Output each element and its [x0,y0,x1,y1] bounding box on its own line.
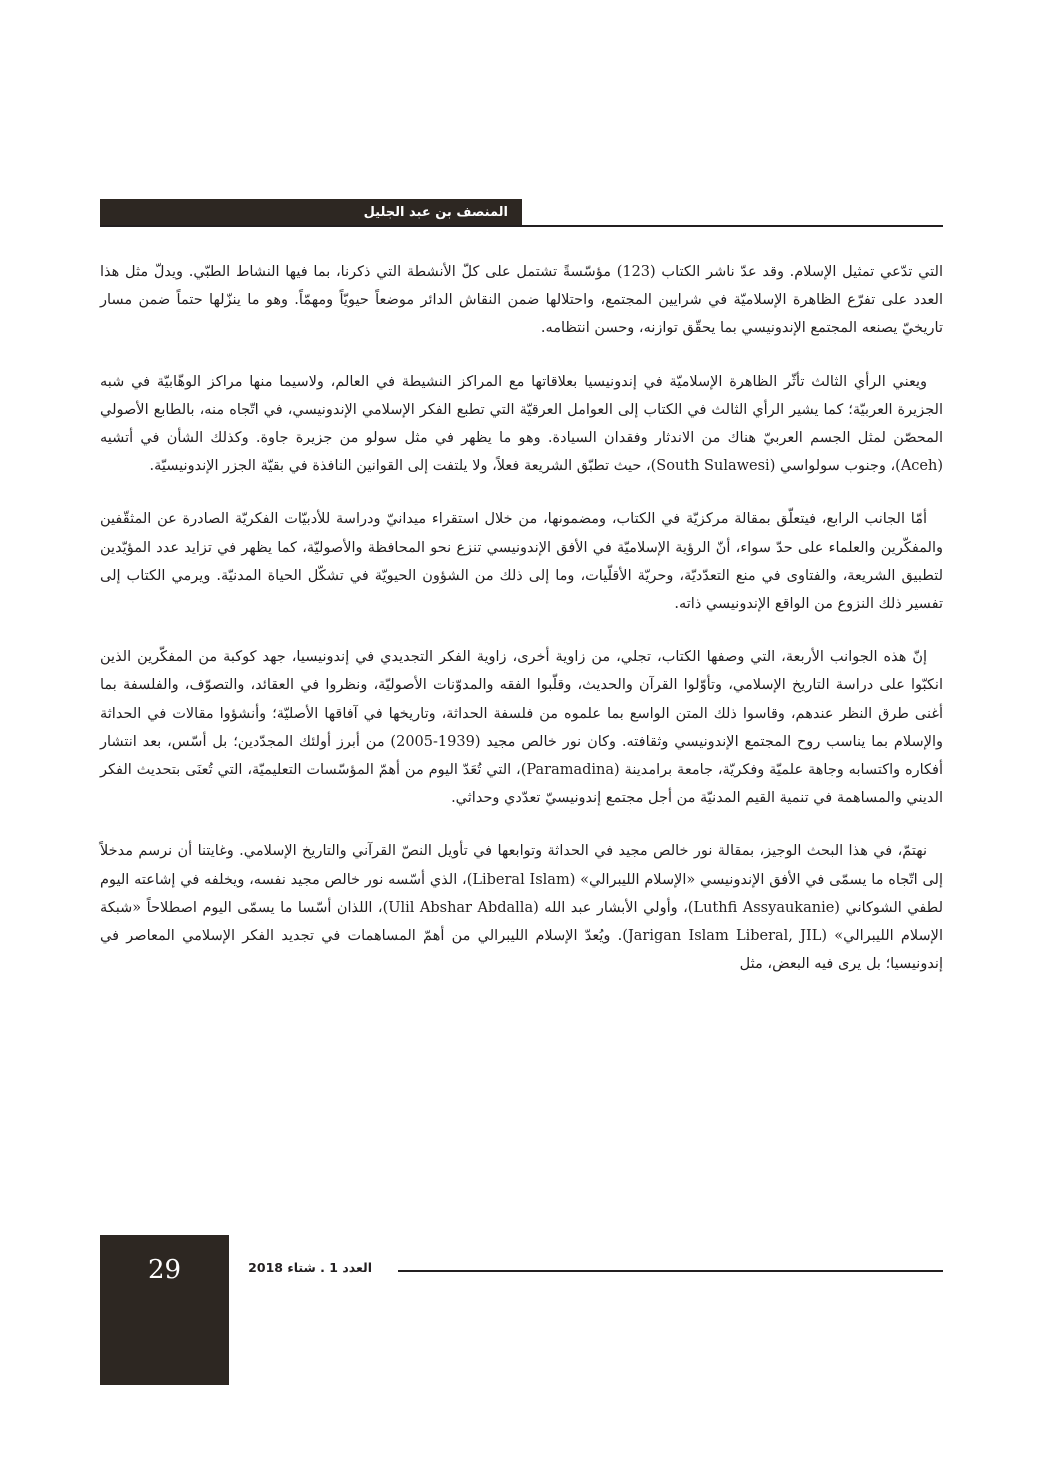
paragraph-2: ويعني الرأي الثالث تأثّر الظاهرة الإسلاميّة في إندونيسيا بعلاقاتها مع المراكز النشيطة في العالم، ولاسيما منها مراكز الوهّابيّة في شبه الجزيرة العربيّة؛ كما يشير الرأي الثالث في الكتاب إلى العوامل العرقيّة التي تطبع الفكر الإسلامي الإندونيسي، في اتّجاه منه، بالطابع الأصولي المحصّن لمثل الجسم العربيّ هناك من الاندثار وفقدان السيادة. وهو ما يظهر في مثل سولو من جزيرة جاوة. وكذلك الشأن في أتشيه (Aceh)، وجنوب سولواسي (South Sulawesi)، حيث تطبّق الشريعة فعلاً، ولا يلتفت إلى القوانين النافذة في بقيّة الجزر الإندونيسيّة. [100,373,943,475]
issue-label: العدد 1 . شتاء 2018 [248,1260,372,1275]
header-author: المنصف بن عبد الجليل [363,205,508,220]
footer-rule [398,1270,943,1272]
header-rule [100,225,943,227]
paragraph-4: إنّ هذه الجوانب الأربعة، التي وصفها الكتاب، تجلي، من زاوية أخرى، زاوية الفكر التجديدي في إندونيسيا، جهد كوكبة من المفكّرين الذين انكبّوا على دراسة التاريخ الإسلامي، وتأوّلوا القرآن والحديث، وقلّبوا الفقه والمدوّنات الأصوليّة، ونظروا في العقائد، والتصوّف، والفلسفة بما أغنى طرق النظر عندهم، وقاسوا ذلك المتن الواسع بما علموه من فلسفة الحداثة، وتاريخها في آفاقها الأصليّة؛ وأنشؤوا مقالات في الحداثة والإسلام بما يناسب روح المجتمع الإندونيسي وثقافته. وكان نور خالص مجيد (1939-2005) من أبرز أولئك المجدّدين؛ بل أسّس، بعد انتشار أفكاره واكتسابه وجاهة علميّة وفكريّة، جامعة برامدينة (Paramadina)، التي تُعَدّ اليوم من أهمّ المؤسّسات التعليميّة، التي تُعنَى بتحديث الفكر الديني والمساهمة في تنمية القيم المدنيّة من أجل مجتمع إندونيسيّ تعدّدي وحداثي. [100,649,943,807]
page-number-box [100,1235,229,1385]
paragraph-1: التي تدّعي تمثيل الإسلام. وقد عدّ ناشر الكتاب (123) مؤسّسةً تشتمل على كلّ الأنشطة التي ذكرنا، بما فيها النشاط الطبّي. ويدلّ مثل هذا العدد على تفرّع الظاهرة الإسلاميّة في شرايين المجتمع، واحتلالها ضمن النقاش الدائر موضعاً حيويّاً ومهمّاً. وهو ما ينزّلها حتماً ضمن مسار تاريخيّ يصنعه المجتمع الإندونيسي بما يحقّق توازنه، وحسن انتظامه. [100,264,944,337]
page-number: 29 [147,1255,182,1285]
article-body [100,258,943,1003]
paragraph-3: أمّا الجانب الرابع، فيتعلّق بمقالة مركزيّة في الكتاب، ومضمونها، من خلال استقراء ميدانيّ ودراسة للأدبيّات الفكريّة الصادرة عن المثقّفين والمفكّرين والعلماء على حدّ سواء، أنّ الرؤية الإسلاميّة في الأفق الإندونيسي تنزع نحو المحافظة والأصوليّة، كما يظهر في تزايد عدد المؤيّدين لتطبيق الشريعة، والفتاوى في منع التعدّديّة، وحريّة الأقلّيات، وما إلى ذلك من الشؤون الحيويّة في تشكّل الحياة المدنيّة. ويرمي الكتاب إلى تفسير ذلك النزوع من الواقع الإندونيسي ذاته. [100,511,943,613]
paragraph-5: نهتمّ، في هذا البحث الوجيز، بمقالة نور خالص مجيد في الحداثة وتوابعها في تأويل النصّ القرآني والتاريخ الإسلامي. وغايتنا أن نرسم مدخلاً إلى اتّجاه ما يسمّى في الأفق الإندونيسي «الإسلام الليبرالي» (Liberal Islam)، الذي أسّسه نور خالص مجيد نفسه، ويخلفه في إشاعته اليوم لطفي الشوكاني (Luthfi Assyaukanie)، وأولي الأبشار عبد الله (Ulil Abshar Abdalla)، اللذان أسّسا ما يسمّى اليوم اصطلاحاً «شبكة الإسلام الليبرالي» (Jarigan Islam Liberal, JIL). ويُعدّ الإسلام الليبرالي من أهمّ المساهمات في تجديد الفكر الإسلامي المعاصر في إندونيسيا؛ بل يرى فيه البعض، مثل [100,843,944,973]
running-header [100,199,522,226]
